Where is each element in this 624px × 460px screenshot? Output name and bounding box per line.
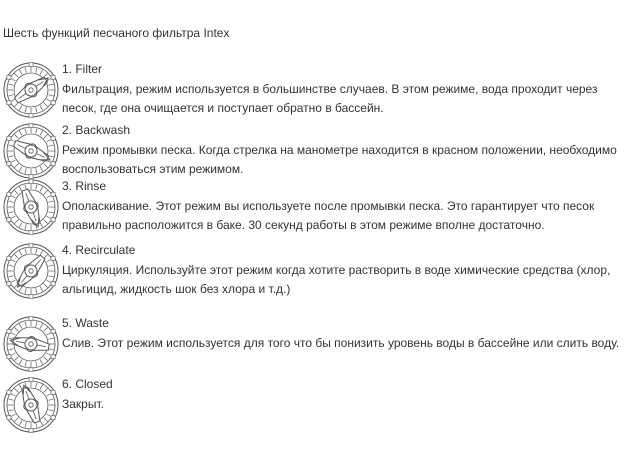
mode-item-closed (0, 375, 624, 437)
mode-item-waste (0, 314, 624, 376)
mode-name: 4. Recirculate (62, 243, 136, 257)
valve-dial-icon (1, 241, 61, 301)
page-title: Шесть функций песчаного фильтра Intex (3, 26, 230, 40)
mode-description: Режим промывки песка. Когда стрелка на манометре находится в красном положении, необходимо воспользоваться этим режимом. (62, 142, 617, 176)
valve-dial-icon (1, 121, 61, 181)
mode-description: Циркуляция. Используйте этот режим когда хотите растворить в воде химические средства (хлор, альгицид, жидкость шок без хлора и т.д.) (62, 262, 611, 296)
mode-name: 3. Rinse (62, 179, 107, 193)
mode-item-filter (0, 60, 624, 122)
valve-dial-icon (1, 375, 61, 435)
mode-name: 6. Closed (62, 377, 113, 391)
mode-description: Слив. Этот режим используется для того что бы понизить уровень воды в бассейне или слить воду. (62, 335, 620, 350)
mode-item-recirculate (0, 241, 624, 303)
mode-name: 5. Waste (62, 316, 109, 330)
mode-description: Фильтрация, режим используется в большинстве случаев. В этом режиме, вода проходит через песок, где она очищается и поступает обратно в бассейн. (62, 81, 598, 115)
mode-name: 1. Filter (62, 62, 103, 76)
mode-item-backwash (0, 121, 624, 183)
mode-description: Закрыт. (62, 396, 104, 411)
mode-item-rinse (0, 177, 624, 239)
valve-dial-icon (1, 60, 61, 120)
mode-name: 2. Backwash (62, 123, 131, 137)
valve-dial-icon (1, 314, 61, 374)
valve-dial-icon (1, 177, 61, 237)
mode-description: Ополаскивание. Этот режим вы используете после промывки песка. Это гарантирует что песок правильно расположится в баке. 30 секунд работы в этом режиме вполне достаточно. (62, 198, 595, 232)
